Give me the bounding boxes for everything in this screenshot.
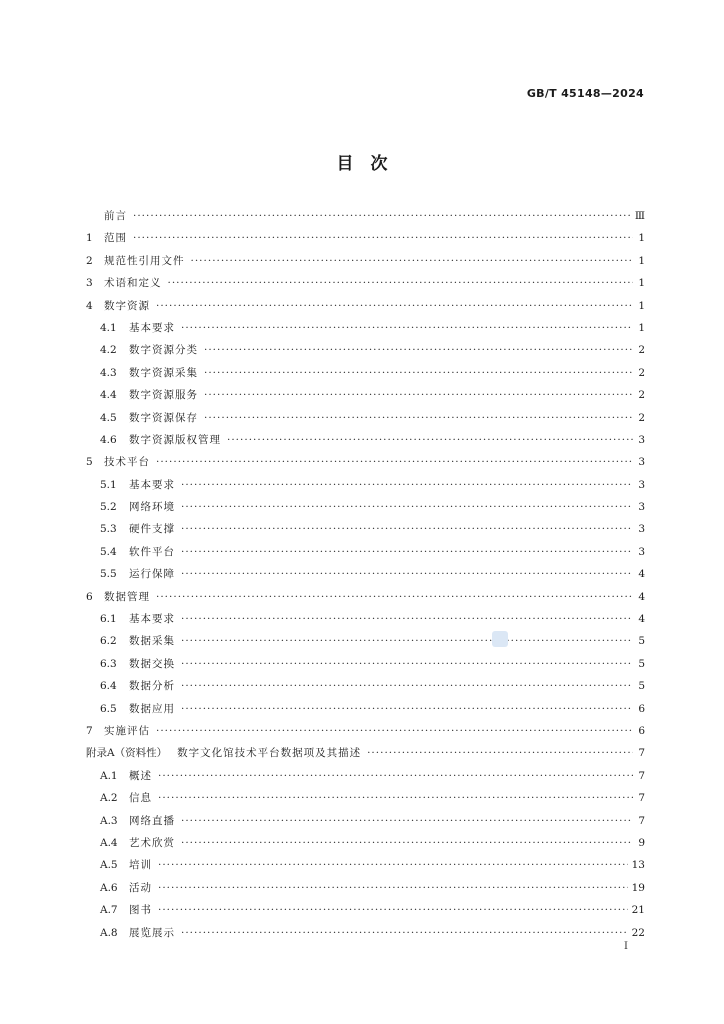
toc-entry-label: 数据分析	[129, 680, 175, 693]
toc-entry[interactable]	[86, 451, 645, 473]
toc-entry-label: 基本要求	[129, 478, 175, 491]
toc-entry-page: 22	[631, 926, 645, 939]
toc-entry-page: 3	[638, 545, 645, 558]
toc-entry-number: A.1	[100, 769, 118, 782]
toc-entry-page: 3	[638, 501, 645, 514]
toc-entry-page: 5	[638, 657, 645, 670]
toc-entry-number: 5.1	[100, 478, 117, 491]
toc-entry-label: 活动	[129, 881, 152, 894]
toc-leader-dots	[204, 407, 633, 429]
toc-entry-label: 基本要求	[129, 321, 175, 334]
toc-leader-dots	[156, 586, 633, 608]
toc-entry-number: 4.5	[100, 411, 117, 424]
toc-entry-page: 2	[638, 389, 645, 402]
toc-entry[interactable]	[86, 720, 645, 742]
toc-entry-page: 2	[638, 366, 645, 379]
toc-entry[interactable]	[86, 339, 645, 361]
toc-entry-number: 6.5	[100, 702, 117, 715]
toc-leader-dots	[158, 877, 628, 899]
toc-entry[interactable]	[86, 563, 645, 585]
toc-entry-label: 艺术欣赏	[129, 836, 175, 849]
toc-entry-page: 6	[638, 702, 645, 715]
toc-entry-page: 1	[638, 232, 645, 245]
toc-entry-number: 5.2	[100, 501, 117, 514]
toc-entry-number: A.7	[100, 904, 118, 917]
toc-leader-dots	[133, 227, 633, 249]
toc-entry-page: 9	[638, 836, 645, 849]
toc-entry[interactable]	[86, 608, 645, 630]
toc-entry-page: 7	[638, 769, 645, 782]
toc-leader-dots	[181, 698, 633, 720]
toc-entry-label: 运行保障	[129, 568, 175, 581]
toc-entry-number: 2	[86, 254, 93, 267]
toc-entry-label: 数字资源	[104, 299, 150, 312]
toc-entry-page: 19	[631, 881, 645, 894]
toc-entry-page: 3	[638, 478, 645, 491]
toc-entry[interactable]	[86, 698, 645, 720]
toc-entry-label: 软件平台	[129, 545, 175, 558]
toc-entry-label: 培训	[129, 859, 152, 872]
toc-entry[interactable]	[86, 518, 645, 540]
toc-entry[interactable]	[86, 832, 645, 854]
toc-entry-label: 网络环境	[129, 501, 175, 514]
page-number: I	[624, 941, 628, 952]
toc-entry-label: 数据交换	[129, 657, 175, 670]
toc-entry-label: 规范性引用文件	[104, 254, 185, 267]
toc-entry-label: 信息	[129, 792, 152, 805]
toc-entry-number: 4.2	[100, 344, 117, 357]
toc-entry-page: 5	[638, 635, 645, 648]
toc-entry-label: 数字资源采集	[129, 366, 198, 379]
toc-entry-label: 图书	[129, 904, 152, 917]
toc-entry-page: 7	[638, 792, 645, 805]
toc-leader-dots	[168, 272, 634, 294]
toc-leader-dots	[158, 899, 628, 921]
toc-entry[interactable]	[86, 295, 645, 317]
toc-leader-dots	[181, 518, 633, 540]
toc-entry-label: 基本要求	[129, 613, 175, 626]
toc-entry-number: 5.3	[100, 523, 117, 536]
toc-entry-label: 数据采集	[129, 635, 175, 648]
toc-entry-page: 1	[638, 254, 645, 267]
toc-entry[interactable]	[86, 384, 645, 406]
toc-leader-dots	[204, 362, 633, 384]
toc-entry-number: 5.5	[100, 568, 117, 581]
toc-entry-page: 2	[638, 411, 645, 424]
toc-entry-number: 6.3	[100, 657, 117, 670]
toc-entry-page: 6	[638, 724, 645, 737]
toc-leader-dots	[181, 653, 633, 675]
toc-leader-dots	[227, 429, 633, 451]
toc-entry-number: 4.1	[100, 321, 117, 334]
toc-entry[interactable]	[86, 899, 645, 921]
toc-leader-dots	[158, 787, 633, 809]
toc-leader-dots	[181, 563, 633, 585]
toc-entry-number: 3	[86, 277, 93, 290]
toc-entry-page: 3	[638, 433, 645, 446]
toc-entry[interactable]	[86, 205, 645, 227]
toc-entry[interactable]	[86, 496, 645, 518]
toc-entry-number: 4.4	[100, 389, 117, 402]
table-of-contents	[86, 205, 645, 944]
toc-entry[interactable]	[86, 429, 645, 451]
toc-entry-page: 7	[638, 747, 645, 760]
toc-entry-label: 数字资源版权管理	[129, 433, 221, 446]
toc-leader-dots	[181, 474, 633, 496]
toc-entry[interactable]	[86, 586, 645, 608]
toc-entry-number: A.4	[100, 836, 118, 849]
toc-entry-page: 1	[638, 299, 645, 312]
toc-leader-dots	[156, 720, 633, 742]
toc-leader-dots	[204, 339, 633, 361]
toc-entry[interactable]	[86, 810, 645, 832]
toc-leader-dots	[181, 541, 633, 563]
toc-leader-dots	[181, 630, 633, 652]
toc-entry[interactable]	[86, 653, 645, 675]
toc-entry[interactable]	[86, 877, 645, 899]
toc-entry-page: 7	[638, 814, 645, 827]
toc-entry-label: 展览展示	[129, 926, 175, 939]
toc-entry-label: 数字资源服务	[129, 389, 198, 402]
toc-entry-page: 1	[638, 277, 645, 290]
toc-entry-number: 1	[86, 232, 93, 245]
toc-entry-number: A.8	[100, 926, 118, 939]
toc-entry-label: 范围	[104, 232, 127, 245]
toc-leader-dots	[204, 384, 633, 406]
toc-entry-label: 数据管理	[104, 590, 150, 603]
toc-entry[interactable]	[86, 227, 645, 249]
toc-entry[interactable]	[86, 630, 645, 652]
toc-entry[interactable]	[86, 250, 645, 272]
toc-entry-number: 附录A（资料性）	[86, 747, 168, 760]
toc-entry-number: 5	[86, 456, 93, 469]
standard-code: GB/T 45148—2024	[526, 87, 644, 100]
toc-leader-dots	[158, 765, 633, 787]
toc-entry[interactable]	[86, 407, 645, 429]
toc-entry-page: 2	[638, 344, 645, 357]
toc-entry[interactable]	[86, 474, 645, 496]
toc-entry-label: 术语和定义	[104, 277, 162, 290]
page-title: 目 次	[336, 154, 388, 174]
toc-entry-label: 数字文化馆技术平台数据项及其描述	[177, 747, 362, 760]
toc-leader-dots	[156, 451, 633, 473]
toc-entry-number: A.3	[100, 814, 118, 827]
toc-entry[interactable]	[86, 854, 645, 876]
toc-entry-page: 3	[638, 523, 645, 536]
toc-entry-page: 4	[638, 568, 645, 581]
toc-entry-number: 4.6	[100, 433, 117, 446]
toc-entry-label: 数字资源保存	[129, 411, 198, 424]
toc-entry[interactable]	[86, 922, 645, 944]
toc-entry-page: 1	[638, 321, 645, 334]
toc-entry[interactable]	[86, 742, 645, 764]
toc-leader-dots	[181, 832, 633, 854]
toc-leader-dots	[181, 608, 633, 630]
toc-entry-number: 4.3	[100, 366, 117, 379]
toc-leader-dots	[191, 250, 634, 272]
toc-entry-label: 网络直播	[129, 814, 175, 827]
toc-entry-label: 实施评估	[104, 724, 150, 737]
toc-entry-page: 3	[638, 456, 645, 469]
toc-entry-number: A.6	[100, 881, 118, 894]
toc-leader-dots	[181, 675, 633, 697]
toc-entry[interactable]	[86, 787, 645, 809]
toc-entry-number: A.2	[100, 792, 118, 805]
toc-entry-label: 数据应用	[129, 702, 175, 715]
toc-leader-dots	[181, 810, 633, 832]
toc-entry-page: 5	[638, 680, 645, 693]
toc-leader-dots	[133, 205, 631, 227]
toc-entry-page: 4	[638, 613, 645, 626]
toc-entry-label: 概述	[129, 769, 152, 782]
toc-entry-number: 6.4	[100, 680, 117, 693]
toc-leader-dots	[158, 854, 628, 876]
toc-entry[interactable]	[86, 541, 645, 563]
toc-entry-number: 6.2	[100, 635, 117, 648]
toc-leader-dots	[181, 496, 633, 518]
toc-entry-number: 6.1	[100, 613, 117, 626]
toc-leader-dots	[156, 295, 633, 317]
toc-entry-label: 技术平台	[104, 456, 150, 469]
toc-entry[interactable]	[86, 317, 645, 339]
toc-leader-dots	[181, 317, 633, 339]
toc-entry-label: 前言	[104, 210, 127, 222]
toc-entry-label: 数字资源分类	[129, 344, 198, 357]
toc-entry[interactable]	[86, 272, 645, 294]
toc-entry-number: 7	[86, 724, 93, 737]
toc-entry-page: Ⅲ	[634, 210, 645, 222]
toc-entry-page: 13	[631, 859, 645, 872]
watermark-mark	[492, 631, 508, 647]
toc-entry-number: 6	[86, 590, 93, 603]
toc-entry-number: A.5	[100, 859, 118, 872]
toc-leader-dots	[181, 922, 628, 944]
toc-entry[interactable]	[86, 765, 645, 787]
toc-entry-number: 5.4	[100, 545, 117, 558]
toc-entry-number: 4	[86, 299, 93, 312]
toc-entry[interactable]	[86, 362, 645, 384]
toc-entry-page: 21	[631, 904, 645, 917]
toc-entry[interactable]	[86, 675, 645, 697]
toc-entry-label: 硬件支撑	[129, 523, 175, 536]
toc-leader-dots	[367, 742, 633, 764]
toc-entry-page: 4	[638, 590, 645, 603]
